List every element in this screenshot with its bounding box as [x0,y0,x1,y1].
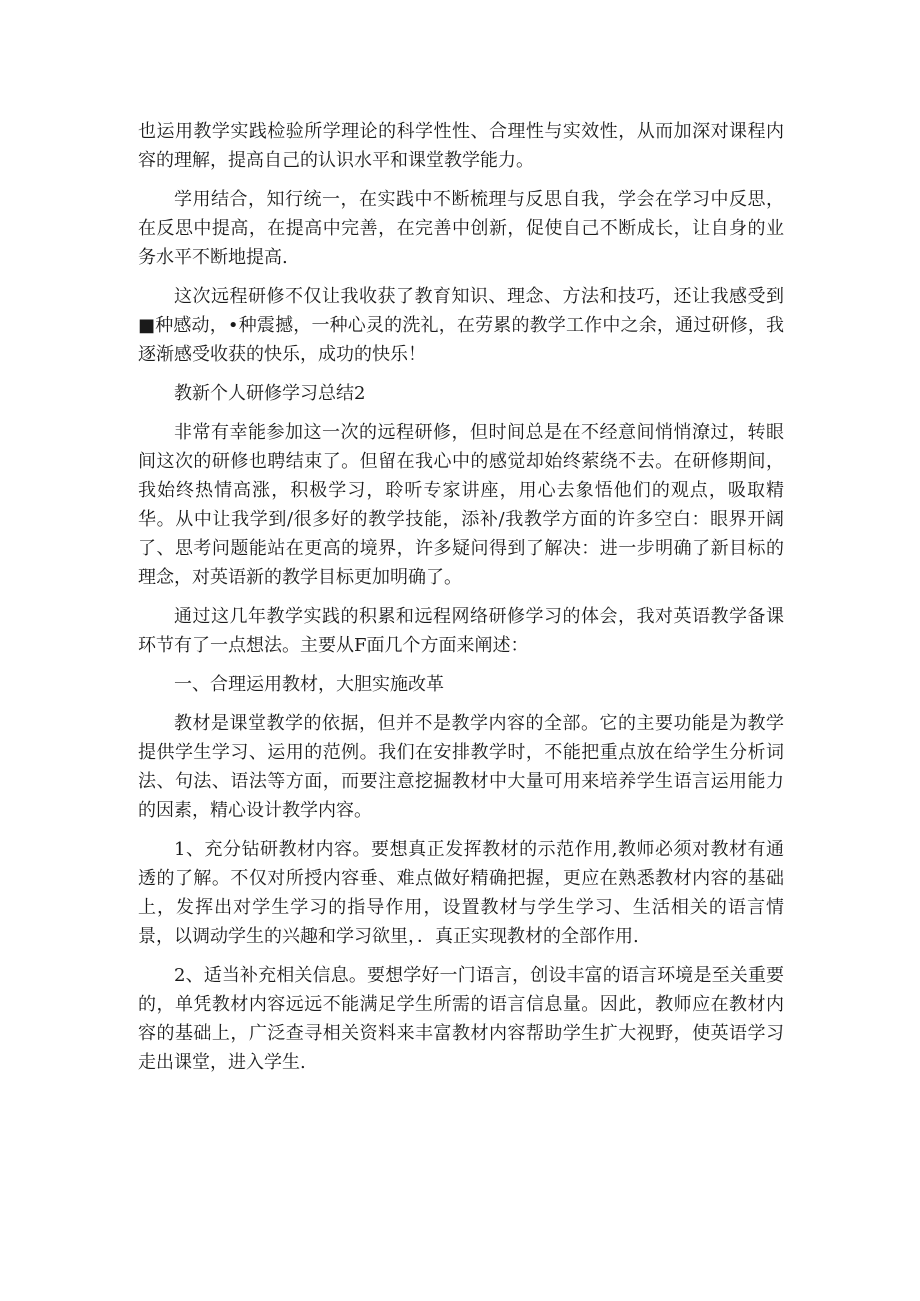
paragraph: 教材是课堂教学的依据，但并不是教学内容的全部。它的主要功能是为教学提供学生学习、运用的范例。我们在安排教学时，不能把重点放在给学生分析词法、句法、语法等方面，而要注意挖掘教材中大量可用来培养学生语言运用能力的因素，精心设计教学内容。 [138,713,784,821]
section-title: 教新个人研修学习总结2 [174,383,366,404]
paragraph: 学用结合，知行统一，在实践中不断梳理与反思自我，学会在学习中反思，在反思中提高，在提高中完善，在完善中创新，促使自己不断成长，让自身的业务水平不断地提高. [138,189,784,268]
paragraph: 非常有幸能参加这一次的远程研修，但时间总是在不经意间悄悄潦过，转眼间这次的研修也聘结束了。但留在我心中的感觉却始终萦绕不去。在研修期间，我始终热情高涨，积极学习，聆听专家讲座，用心去象悟他们的观点，吸取精华。从中让我学到/很多好的教学技能，添补/我教学方面的许多空白：眼界开阔了、思考问题能站在更高的境界，许多疑问得到了解决：进一步明确了新目标的理念，对英语新的教学目标更加明确了。 [138,422,784,588]
paragraph: 也运用教学实践检验所学理论的科学性性、合理性与实效性，从而加深对课程内容的理解，提高自己的认识水平和课堂教学能力。 [138,121,784,171]
document-body [138,117,784,1087]
section-heading: 一、合理运用教材，大胆实施改革 [174,674,444,695]
paragraph: 通过这几年教学实践的积累和远程网络研修学习的体会，我对英语教学备课环节有了一点想法。主要从F面几个方面来阐述： [138,606,784,656]
paragraph: 这次远程研修不仅让我收获了教育知识、理念、方法和技巧，还让我感受到■种感动，•种震撼，一种心灵的洗礼，在劳累的教学工作中之余，通过研修，我逐渐感受收获的快乐，成功的快乐！ [138,286,784,365]
paragraph: 2、适当补充相关信息。要想学好一门语言，创设丰富的语言环境是至关重要的，单凭教材内容远远不能满足学生所需的语言信息量。因此，教师应在教材内容的基础上，广泛查寻相关资料来丰富教材内容帮助学生扩大视野，使英语学习走出课堂，进入学生. [138,965,784,1073]
paragraph: 1、充分钻研教材内容。要想真正发挥教材的示范作用,教师必须对教材有通透的了解。不仅对所授内容垂、难点做好精确把握，更应在熟悉教材内容的基础上，发挥出对学生学习的指导作用，设置教材与学生学习、生活相关的语言情景，以调动学生的兴趣和学习欲里，．真正实现教材的全部作用. [138,839,784,947]
